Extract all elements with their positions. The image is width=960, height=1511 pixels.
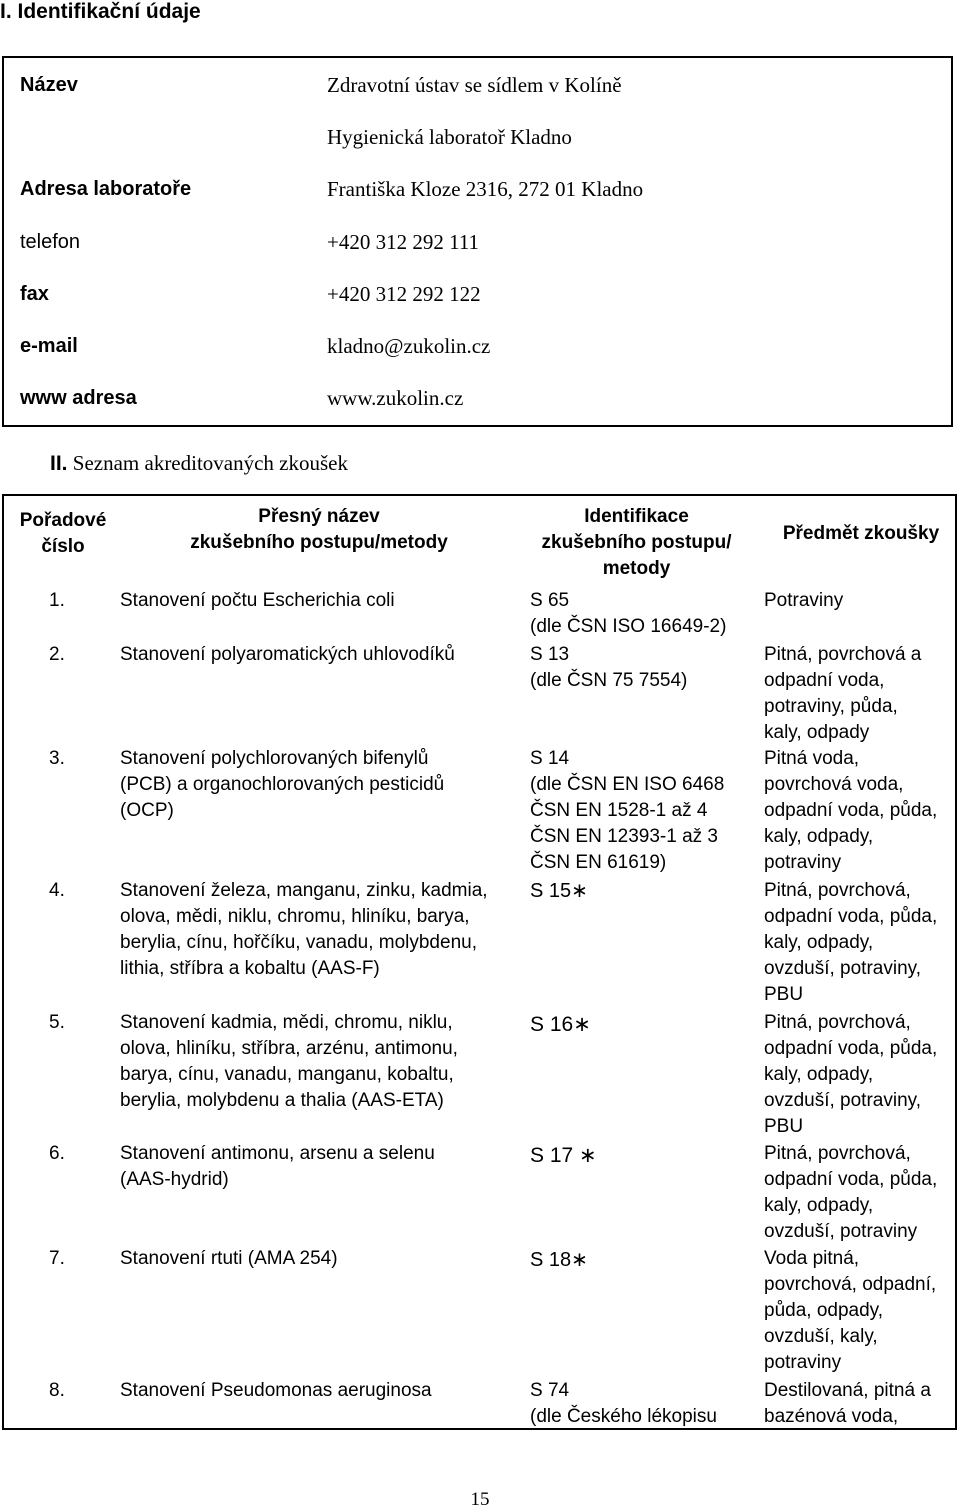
section-1-title: I. Identifikační údaje	[0, 0, 201, 23]
row-number: 3.	[49, 748, 65, 769]
row-method-code: S 15∗	[530, 880, 588, 902]
row-method-name: Stanovení kadmia, mědi, chromu, niklu, olova, hliníku, stříbra, arzénu, antimonu, barya, cínu, vanadu, manganu, kobaltu, berylia, molybdenu a thalia (AAS-ETA)	[120, 1012, 458, 1111]
row-method-code: S 14 (dle ČSN EN ISO 6468 ČSN EN 1528-1 až 4 ČSN EN 12393-1 až 3 ČSN EN 61619)	[530, 748, 725, 873]
row-subject: Potraviny	[764, 590, 844, 611]
ident-row-web	[4, 385, 951, 411]
row-method-name: Stanovení polyaromatických uhlovodíků	[120, 644, 455, 665]
ident-value: Hygienická laboratoř Kladno	[327, 125, 572, 149]
header-order: Pořadové číslo	[19, 510, 107, 557]
ident-row-address	[4, 176, 951, 202]
header-name: Přesný název zkušebního postupu/metody	[190, 506, 448, 553]
ident-label: www adresa	[20, 387, 137, 409]
row-method-code: S 74 (dle Českého lékopisu	[530, 1380, 717, 1427]
ident-row-phone	[4, 229, 951, 255]
ident-value: +420 312 292 111	[327, 230, 480, 254]
header-identification: Identifikace zkušebního postupu/ metody	[541, 506, 732, 579]
ident-label: fax	[20, 283, 49, 305]
ident-row-subname	[4, 124, 951, 150]
section-2-title: II. Seznam akreditovaných zkoušek	[50, 451, 349, 475]
ident-label: telefon	[20, 231, 81, 253]
row-number: 2.	[49, 644, 65, 665]
ident-label: Název	[20, 74, 78, 96]
page-number: 15	[470, 1489, 490, 1510]
row-method-name: Stanovení Pseudomonas aeruginosa	[120, 1380, 432, 1401]
row-method-name: Stanovení počtu Escherichia coli	[120, 590, 395, 611]
row-method-code: S 18∗	[530, 1249, 588, 1271]
row-method-name: Stanovení polychlorovaných bifenylů (PCB) a organochlorovaných pesticidů (OCP)	[120, 748, 445, 821]
ident-row-email	[4, 333, 951, 359]
accredited-tests-table	[2, 494, 957, 1430]
identification-box	[2, 56, 953, 427]
row-number: 4.	[49, 880, 65, 901]
ident-row-fax	[4, 281, 951, 307]
ident-value: www.zukolin.cz	[327, 386, 464, 410]
ident-label: e-mail	[20, 335, 78, 357]
row-subject: Pitná, povrchová, odpadní voda, půda, kaly, odpady, ovzduší, potraviny	[764, 1143, 938, 1242]
row-number: 1.	[49, 590, 65, 611]
ident-value: Zdravotní ústav se sídlem v Kolíně	[327, 73, 622, 97]
row-method-code: S 16∗	[530, 1013, 591, 1036]
row-method-code: S 65 (dle ČSN ISO 16649-2)	[530, 590, 727, 637]
row-subject: Voda pitná, povrchová, odpadní, půda, odpady, ovzduší, kaly, potraviny	[764, 1248, 937, 1373]
row-method-code: S 13 (dle ČSN 75 7554)	[530, 644, 688, 691]
ident-value: Františka Kloze 2316, 272 01 Kladno	[327, 177, 644, 201]
header-subject: Předmět zkoušky	[782, 523, 940, 544]
row-subject: Pitná, povrchová, odpadní voda, půda, kaly, odpady, ovzduší, potraviny, PBU	[764, 1012, 938, 1137]
row-method-code: S 17 ∗	[530, 1144, 597, 1167]
row-method-name: Stanovení antimonu, arsenu a selenu (AAS-hydrid)	[120, 1143, 435, 1190]
row-number: 7.	[49, 1248, 65, 1269]
ident-value: kladno@zukolin.cz	[327, 334, 491, 358]
row-subject: Destilovaná, pitná a bazénová voda,	[764, 1380, 931, 1427]
ident-row-name	[4, 72, 951, 98]
row-subject: Pitná, povrchová a odpadní voda, potraviny, půda, kaly, odpady	[764, 644, 922, 743]
row-subject: Pitná voda, povrchová voda, odpadní voda, půda, kaly, odpady, potraviny	[764, 748, 938, 873]
row-number: 5.	[49, 1012, 65, 1033]
row-number: 8.	[49, 1380, 65, 1401]
ident-label: Adresa laboratoře	[20, 178, 192, 200]
row-number: 6.	[49, 1143, 65, 1164]
row-method-name: Stanovení rtuti (AMA 254)	[120, 1248, 338, 1269]
row-subject: Pitná, povrchová, odpadní voda, půda, kaly, odpady, ovzduší, potraviny, PBU	[764, 880, 938, 1005]
row-method-name: Stanovení železa, manganu, zinku, kadmia, olova, mědi, niklu, chromu, hliníku, barya, berylia, cínu, hořčíku, vanadu, molybdenu, lithia, stříbra a kobaltu (AAS-F)	[120, 880, 488, 979]
ident-value: +420 312 292 122	[327, 282, 481, 306]
